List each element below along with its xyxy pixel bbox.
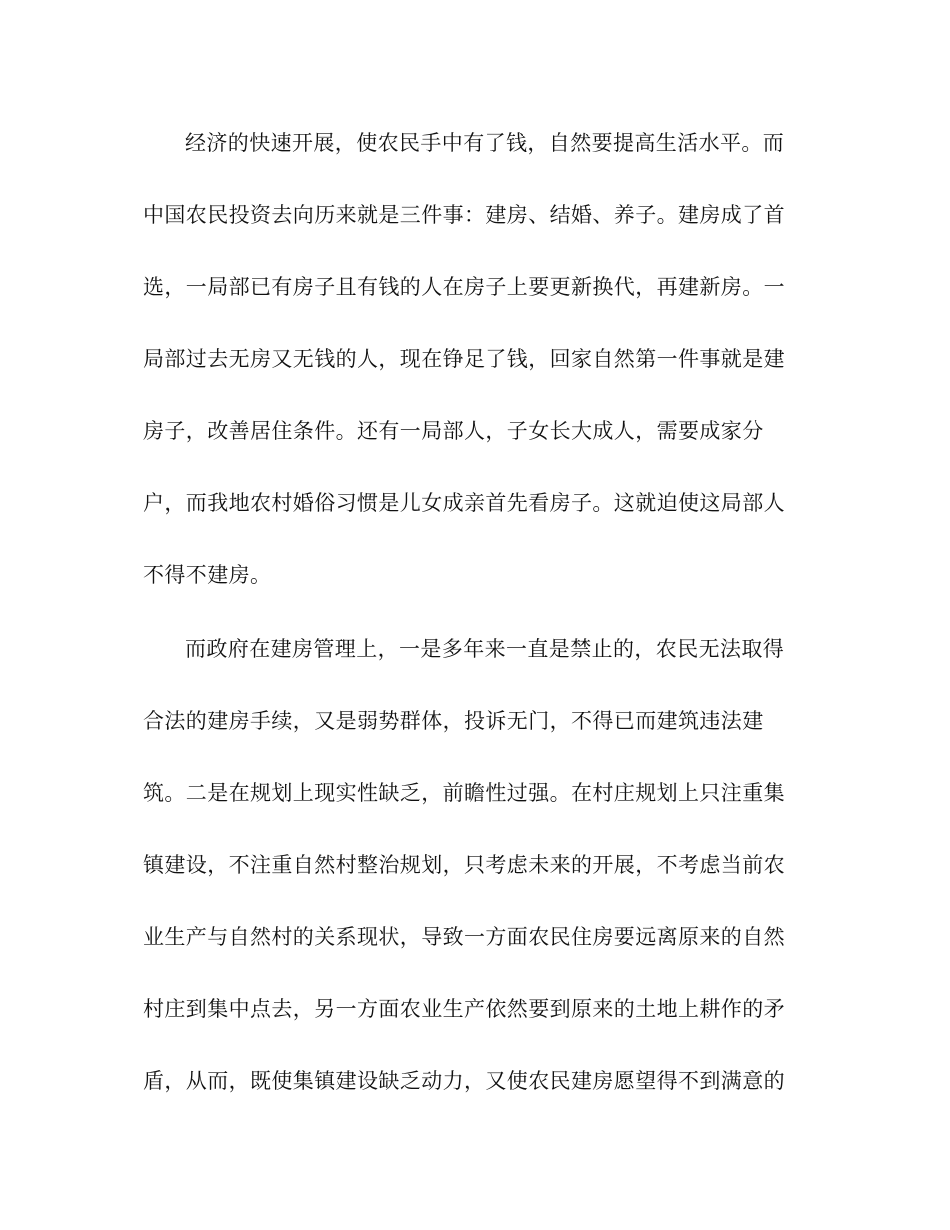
text-line: 筑。二是在规划上现实性缺乏，前瞻性过强。在村庄规划上只注重集 [143,781,785,805]
text-line: 盾，从而，既使集镇建设缺乏动力，又使农民建房愿望得不到满意的 [143,1069,785,1093]
text-line: 房子，改善居住条件。还有一局部人，子女长大成人，需要成家分 [143,419,764,443]
text-line: 中国农民投资去向历来就是三件事：建房、结婚、养子。建房成了首 [143,203,785,227]
text-line: 经济的快速开展，使农民手中有了钱，自然要提高生活水平。而 [185,131,785,155]
text-line: 户，而我地农村婚俗习惯是儿女成亲首先看房子。这就迫使这局部人 [143,491,785,515]
text-line: 合法的建房手续，又是弱势群体，投诉无门，不得已而建筑违法建 [143,709,764,733]
text-line: 选，一局部已有房子且有钱的人在房子上要更新换代，再建新房。一 [143,275,785,299]
text-line: 不得不建房。 [143,563,272,587]
text-line: 而政府在建房管理上，一是多年来一直是禁止的，农民无法取得 [185,637,785,661]
text-line: 局部过去无房又无钱的人，现在铮足了钱，回家自然第一件事就是建 [143,347,785,371]
text-line: 镇建设，不注重自然村整治规划，只考虑未来的开展，不考虑当前农 [143,853,785,877]
text-line: 业生产与自然村的关系现状，导致一方面农民住房要远离原来的自然 [143,925,785,949]
text-line: 村庄到集中点去，另一方面农业生产依然要到原来的土地上耕作的矛 [143,997,785,1021]
